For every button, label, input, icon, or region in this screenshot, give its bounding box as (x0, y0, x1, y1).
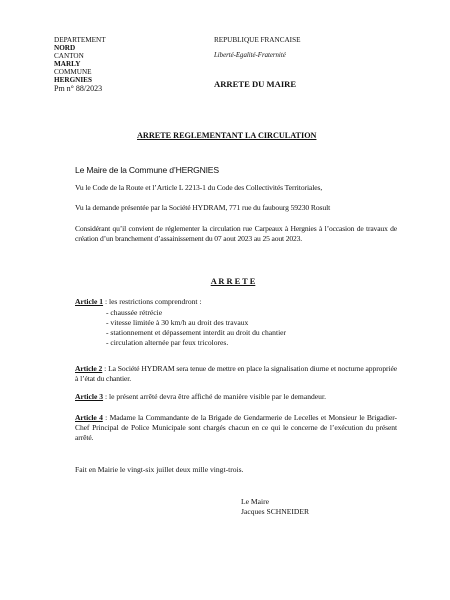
republique-francaise: REPUBLIQUE FRANCAISE (214, 36, 301, 44)
article-1-text: : les restrictions comprendront : (103, 297, 202, 306)
article-1-list (106, 308, 406, 348)
article-1 (75, 297, 405, 307)
article-4 (75, 413, 397, 443)
departement-label: DEPARTEMENT (54, 36, 106, 44)
pm-number: Pm n° 88/2023 (54, 84, 103, 93)
canton-value: MARLY (54, 60, 81, 68)
list-item: - vitesse limitée à 30 km/h au droit des travaux (106, 318, 249, 327)
article-4-label: Article 4 (75, 413, 103, 422)
vu-demande: Vu la demande présentée par la Société HYDRAM, 771 rue du faubourg 59230 Rosult (75, 203, 331, 212)
article-2-label: Article 2 (75, 364, 103, 373)
considerant: Considérant qu’il convient de réglementer la circulation rue Carpeaux à Hergnies à l’occasion de travaux de création d’un branchement d’assainissement du 07 aout 2023 au 25 aout 2023. (75, 224, 397, 243)
devise: Liberté-Egalité-Fraternité (214, 52, 286, 59)
intro-mayor: Le Maire de la Commune d’HERGNIES (75, 165, 219, 175)
list-item: - circulation alternée par feux tricolores. (106, 338, 229, 347)
commune-value: HERGNIES (54, 76, 92, 84)
article-3 (75, 392, 405, 402)
article-2-text: : La Société HYDRAM sera tenue de mettre en place la signalisation diurne et nocturne appropriée à l’état du chantier. (75, 364, 397, 383)
list-item: - stationnement et dépassement interdit au droit du chantier (106, 328, 287, 337)
article-3-label: Article 3 (75, 392, 104, 401)
list-item: - chaussée rétrécie (106, 308, 163, 317)
commune-label: COMMUNE (54, 68, 92, 76)
main-title: ARRETE REGLEMENTANT LA CIRCULATION (137, 131, 317, 140)
departement-value: NORD (54, 44, 76, 52)
signature-block (241, 497, 381, 517)
header-left (54, 36, 174, 93)
article-4-text: : Madame la Commandante de la Brigade de Gendarmerie de Lecelles et Monsieur le Brigadier-Chef Principal de Police Municipale sont chargés chacun en ce qui le concerne de l’exécution du présent arrêté. (75, 413, 397, 442)
arrete-du-maire: ARRETE DU MAIRE (214, 79, 297, 89)
article-1-label: Article 1 (75, 297, 104, 306)
article-2 (75, 364, 397, 384)
fait-en-mairie: Fait en Mairie le vingt-six juillet deux mille vingt-trois. (75, 465, 244, 474)
vu-code: Vu le Code de la Route et l’Article L 2213-1 du Code des Collectivités Territoriales, (75, 183, 323, 192)
arrete-heading: A R R E T E (210, 277, 256, 286)
canton-label: CANTON (54, 52, 84, 60)
signature-name: Jacques SCHNEIDER (241, 507, 310, 516)
article-3-text: : le présent arrêté devra être affiché de manière visible par le demandeur. (103, 392, 326, 401)
signature-title: Le Maire (241, 497, 270, 506)
